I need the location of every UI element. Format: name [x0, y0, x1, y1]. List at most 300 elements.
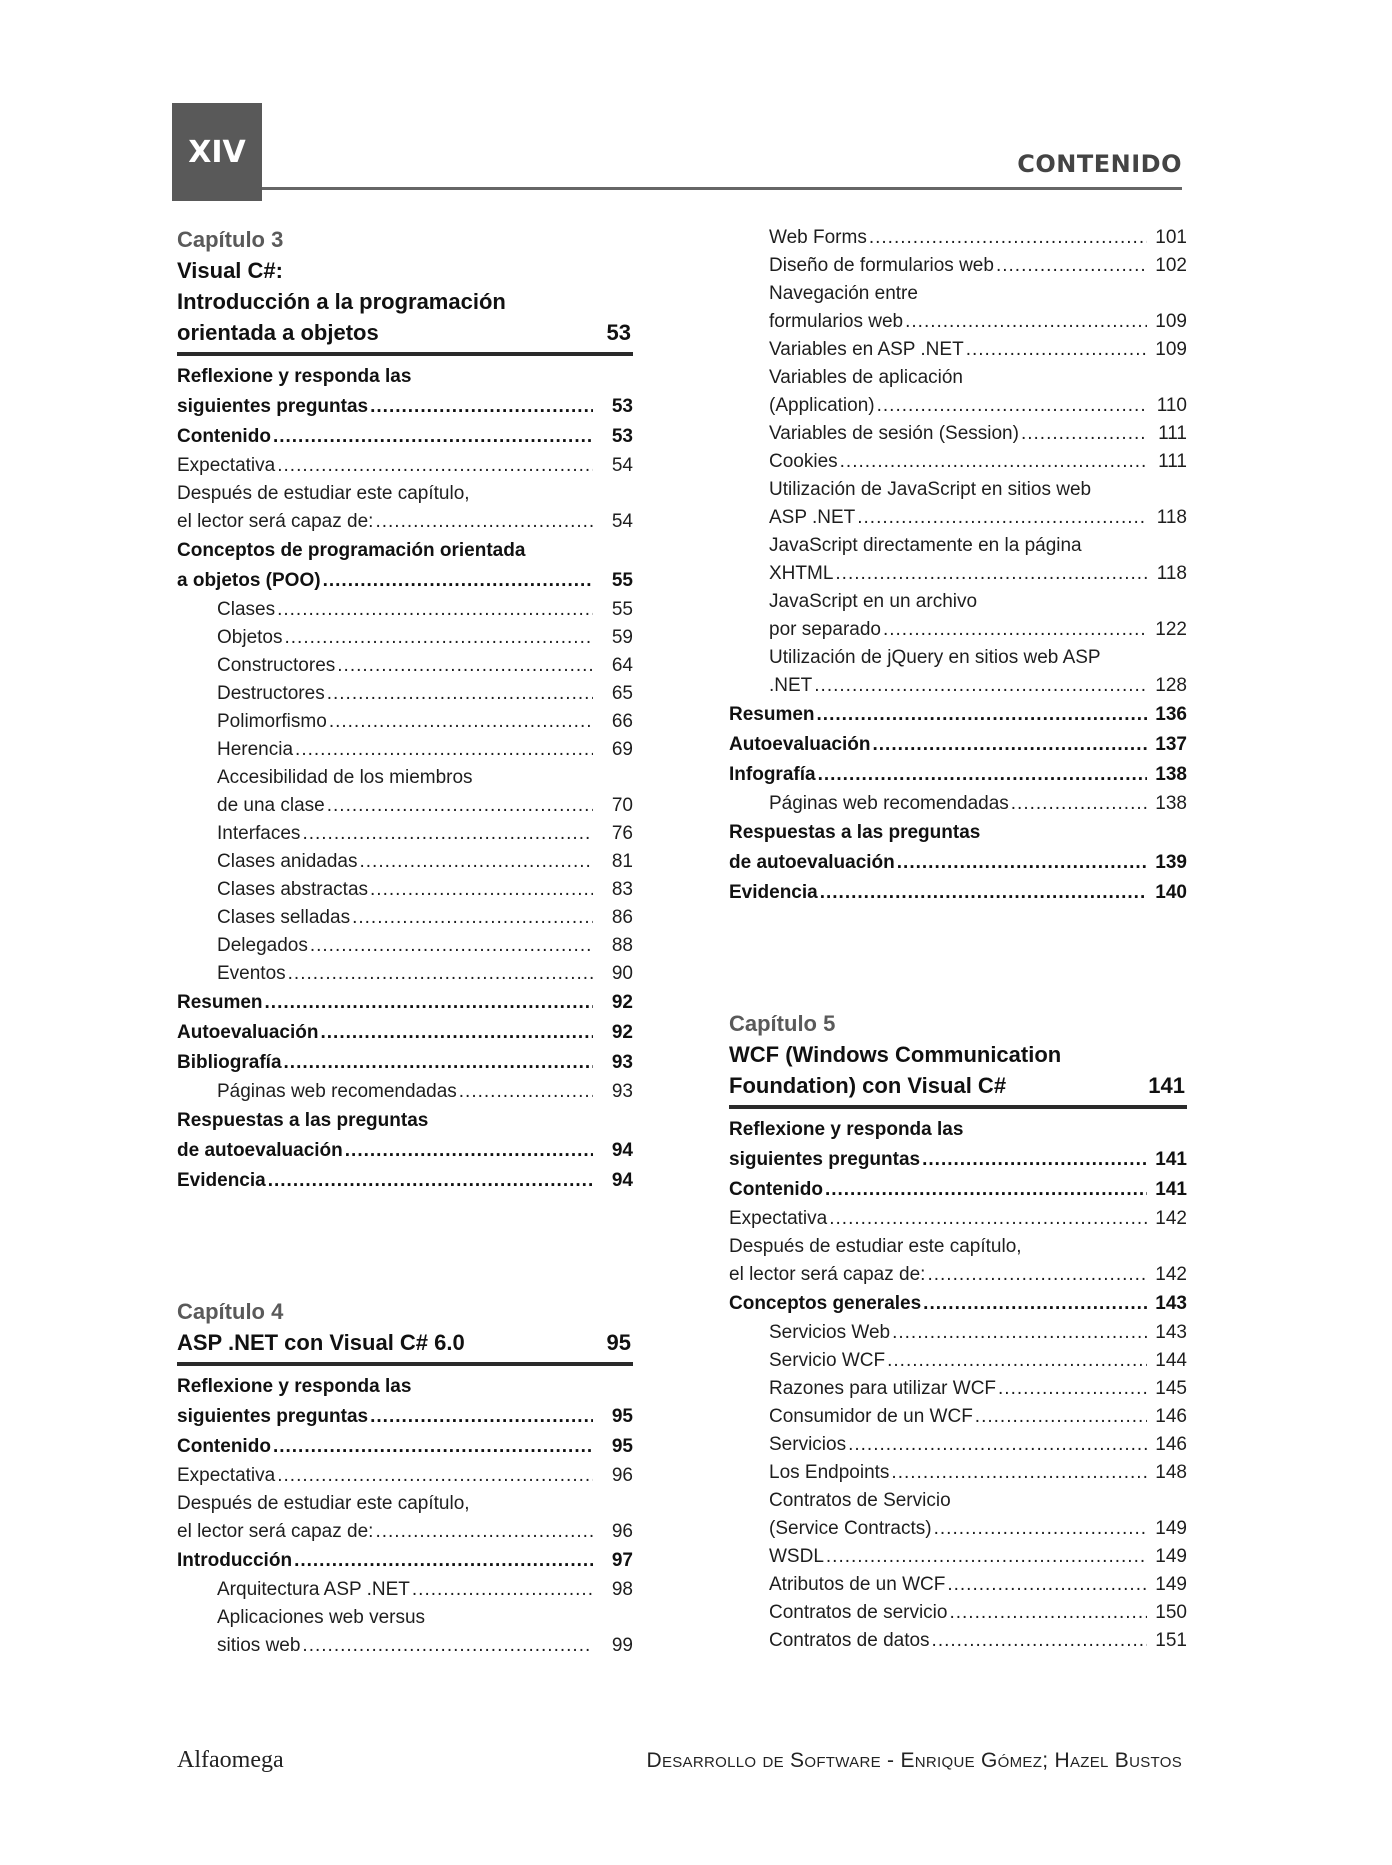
toc-entry-text: sitios web	[217, 1635, 301, 1656]
leader-dots	[273, 422, 593, 452]
toc-entry-page: 109	[1155, 339, 1187, 360]
toc-entry-page: 93	[611, 1052, 633, 1073]
toc-entry-text: de una clase	[217, 795, 325, 816]
toc-entry-row	[769, 560, 1187, 588]
toc-entry	[177, 736, 633, 764]
toc-entry-page: 150	[1155, 1602, 1187, 1623]
toc-entry	[729, 878, 1187, 908]
leader-dots	[329, 708, 593, 736]
leader-dots	[268, 1166, 593, 1196]
leader-dots	[923, 1289, 1147, 1319]
toc-entry-row	[769, 1627, 1187, 1655]
toc-entry	[729, 1175, 1187, 1205]
toc-entry-text: Servicios Web	[769, 1322, 891, 1343]
toc-entry-text: el lector será capaz de:	[729, 1264, 926, 1285]
toc-entry-page: 128	[1155, 675, 1187, 696]
leader-dots	[825, 1175, 1147, 1205]
leader-dots	[998, 1375, 1147, 1403]
toc-entry-text: Objetos	[217, 627, 283, 648]
toc-entry	[729, 1375, 1187, 1403]
leader-dots	[337, 652, 593, 680]
chapter-title	[729, 1039, 1187, 1101]
toc-entry	[729, 1543, 1187, 1571]
chapter-page: 95	[606, 1330, 631, 1355]
toc-entry-text: Polimorfismo	[217, 711, 327, 732]
toc-entry-text: Contratos de datos	[769, 1630, 930, 1651]
toc-entry-row	[217, 652, 633, 680]
toc-entry	[177, 1546, 633, 1576]
toc-entry-text: Autoevaluación	[729, 734, 871, 755]
leader-dots	[284, 624, 593, 652]
toc-entry-row	[729, 760, 1187, 790]
toc-entry-text: Cookies	[769, 451, 838, 472]
toc-entry-line: Después de estudiar este capítulo,	[729, 1236, 1022, 1257]
leader-dots	[375, 508, 593, 536]
toc-entry-text: Herencia	[217, 739, 294, 760]
toc-entry	[177, 480, 633, 536]
toc-entry-line: Accesibilidad de los miembros	[217, 767, 473, 788]
toc-entry	[729, 644, 1187, 700]
toc-entry	[729, 1347, 1187, 1375]
toc-entry-row	[729, 730, 1187, 760]
toc-entry	[729, 1571, 1187, 1599]
toc-entry-page: 83	[611, 879, 633, 900]
toc-entry-page: 55	[611, 570, 633, 591]
toc-entry	[177, 1166, 633, 1196]
toc-entry-page: 110	[1156, 395, 1187, 416]
leader-dots	[302, 820, 593, 848]
toc-entry-page: 94	[611, 1170, 633, 1191]
toc-entry-page: 109	[1155, 311, 1187, 332]
chapter-title-line: orientada a objetos	[177, 320, 379, 345]
toc-entry-page: 138	[1155, 764, 1187, 785]
leader-dots	[302, 1632, 593, 1660]
toc-entry-line: Aplicaciones web versus	[217, 1607, 426, 1628]
leader-dots	[459, 1078, 593, 1106]
page-number-tab	[172, 103, 262, 201]
toc-entry-page: 96	[611, 1465, 633, 1486]
toc-entry	[729, 1319, 1187, 1347]
leader-dots	[932, 1627, 1147, 1655]
header-rule	[262, 187, 1182, 190]
toc-entry	[729, 730, 1187, 760]
toc-entry-row	[769, 308, 1187, 336]
toc-entry	[177, 1462, 633, 1490]
toc-entry	[729, 588, 1187, 644]
toc-entry-row	[217, 1078, 633, 1106]
toc-entry-row	[217, 680, 633, 708]
leader-dots	[375, 1518, 593, 1546]
toc-entry-text: (Application)	[769, 395, 875, 416]
leader-dots	[370, 876, 593, 904]
toc-entry-row	[769, 790, 1187, 818]
leader-dots	[1021, 420, 1147, 448]
toc-entry-page: 141	[1155, 1149, 1187, 1170]
toc-entry-page: 70	[611, 795, 633, 816]
toc-entry-text: WSDL	[769, 1546, 824, 1567]
toc-entry-row	[769, 1599, 1187, 1627]
toc-entry-page: 118	[1156, 507, 1187, 528]
toc-entry-page: 98	[611, 1579, 633, 1600]
leader-dots	[905, 308, 1147, 336]
toc-entry-page: 101	[1155, 227, 1187, 248]
toc-entry-row	[217, 1632, 633, 1660]
toc-entry-page: 95	[611, 1436, 633, 1457]
leader-dots	[869, 224, 1147, 252]
toc-entry-page: 141	[1155, 1179, 1187, 1200]
toc-entry-page: 92	[611, 992, 633, 1013]
toc-entry	[729, 1233, 1187, 1289]
toc-entry-text: Clases abstractas	[217, 879, 369, 900]
toc-entry	[729, 448, 1187, 476]
toc-entry-page: 139	[1155, 852, 1187, 873]
chapter-title	[177, 255, 633, 348]
toc-entry-text: Diseño de formularios web	[769, 255, 994, 276]
toc-entry-line: Conceptos de programación orientada	[177, 540, 526, 561]
continued-entries	[729, 224, 1187, 908]
leader-dots	[370, 392, 593, 422]
toc-entry-text: Razones para utilizar WCF	[769, 1378, 997, 1399]
section-title: CONTENIDO	[1017, 150, 1182, 178]
leader-dots	[820, 878, 1147, 908]
toc-entry-page: 99	[611, 1635, 633, 1656]
leader-dots	[814, 672, 1147, 700]
toc-entry-text: Eventos	[217, 963, 286, 984]
toc-entry-row	[769, 224, 1187, 252]
toc-entry	[729, 790, 1187, 818]
toc-entry	[177, 1078, 633, 1106]
toc-entry-page: 53	[611, 396, 633, 417]
toc-entry	[729, 1205, 1187, 1233]
toc-entry-row	[769, 1543, 1187, 1571]
toc-entry-page: 53	[611, 426, 633, 447]
toc-entry-page: 143	[1155, 1322, 1187, 1343]
toc-entry-text: Expectativa	[729, 1208, 828, 1229]
toc-entry-row	[217, 848, 633, 876]
toc-entry	[177, 904, 633, 932]
toc-entry	[177, 1604, 633, 1660]
leader-dots	[927, 1261, 1147, 1289]
toc-entry-text: Resumen	[729, 704, 815, 725]
toc-entry	[729, 1459, 1187, 1487]
footer-publisher: Alfaomega	[177, 1747, 284, 1773]
toc-entry-row	[177, 1546, 633, 1576]
toc-entry	[177, 960, 633, 988]
toc-entry-row	[177, 422, 633, 452]
toc-entry-line: Variables de aplicación	[769, 367, 963, 388]
toc-entry-text: Bibliografía	[177, 1052, 282, 1073]
toc-entry	[729, 252, 1187, 280]
toc-entry-row	[769, 420, 1187, 448]
toc-entry-row	[769, 1403, 1187, 1431]
toc-entry-text: de autoevaluación	[177, 1140, 343, 1161]
toc-entry	[177, 988, 633, 1018]
toc-entry	[729, 280, 1187, 336]
toc-entry-row	[177, 988, 633, 1018]
toc-entry-page: 136	[1155, 704, 1187, 725]
toc-entry	[177, 536, 633, 596]
chapter-block	[177, 1296, 633, 1660]
leader-dots	[922, 1145, 1147, 1175]
toc-entry-line: JavaScript directamente en la página	[769, 535, 1082, 556]
toc-entry	[729, 1599, 1187, 1627]
toc-entry-text: Contratos de servicio	[769, 1602, 948, 1623]
toc-entry-line: Utilización de jQuery en sitios web ASP	[769, 647, 1101, 668]
chapter-title-line: Foundation) con Visual C#	[729, 1073, 1007, 1098]
toc-entry-row	[769, 1347, 1187, 1375]
toc-entry-row	[769, 672, 1187, 700]
chapter-page: 141	[1148, 1073, 1185, 1098]
toc-entry-text: Variables de sesión (Session)	[769, 423, 1019, 444]
leader-dots	[996, 252, 1147, 280]
toc-entry-row	[177, 1166, 633, 1196]
toc-entry	[177, 362, 633, 422]
toc-entry-line: Reflexione y responda las	[177, 1376, 412, 1397]
toc-entry-page: 149	[1155, 1518, 1187, 1539]
toc-entry-text: Los Endpoints	[769, 1462, 890, 1483]
toc-entry-row	[769, 1571, 1187, 1599]
chapter-title-line: WCF (Windows Communication	[729, 1042, 1062, 1067]
toc-entry-page: 138	[1155, 793, 1187, 814]
leader-dots	[887, 1347, 1147, 1375]
leader-dots	[934, 1515, 1147, 1543]
toc-entry-text: Servicios	[769, 1434, 847, 1455]
toc-entry-page: 102	[1155, 255, 1187, 276]
toc-entry-text: Expectativa	[177, 455, 276, 476]
toc-entry-row	[769, 252, 1187, 280]
toc-entry-page: 95	[611, 1406, 633, 1427]
leader-dots	[947, 1571, 1147, 1599]
toc-entry	[177, 1432, 633, 1462]
chapter-label: Capítulo 3	[177, 227, 284, 252]
toc-entry-row	[217, 960, 633, 988]
toc-entry-line: Después de estudiar este capítulo,	[177, 483, 470, 504]
toc-entry-row	[177, 1048, 633, 1078]
toc-entry-text: Evidencia	[177, 1170, 266, 1191]
toc-entry-text: Autoevaluación	[177, 1022, 319, 1043]
toc-entry-text: Delegados	[217, 935, 308, 956]
toc-entry-line: Después de estudiar este capítulo,	[177, 1493, 470, 1514]
toc-entry-page: 111	[1158, 423, 1187, 444]
leader-dots	[277, 452, 593, 480]
leader-dots	[949, 1599, 1147, 1627]
toc-entry	[177, 452, 633, 480]
toc-entry-page: 137	[1155, 734, 1187, 755]
leader-dots	[265, 988, 593, 1018]
toc-entry-row	[217, 932, 633, 960]
leader-dots	[284, 1048, 593, 1078]
toc-entry-line: Utilización de JavaScript en sitios web	[769, 479, 1092, 500]
toc-entry-page: 65	[611, 683, 633, 704]
chapter-title-line: Visual C#:	[177, 258, 283, 283]
toc-entry-text: Destructores	[217, 683, 325, 704]
toc-entry-page: 146	[1155, 1406, 1187, 1427]
leader-dots	[323, 566, 593, 596]
toc-entry-page: 122	[1155, 619, 1187, 640]
toc-entry-row	[177, 1518, 633, 1546]
leader-dots	[320, 1018, 593, 1048]
toc-entry-page: 69	[611, 739, 633, 760]
toc-entry-text: ASP .NET	[769, 507, 856, 528]
toc-entry	[729, 1403, 1187, 1431]
toc-entry-row	[769, 1319, 1187, 1347]
toc-entry-text: formularios web	[769, 311, 904, 332]
toc-entry-text: siguientes preguntas	[177, 396, 369, 417]
toc-entry-row	[177, 1018, 633, 1048]
toc-entry	[729, 532, 1187, 588]
leader-dots	[1011, 790, 1147, 818]
leader-dots	[277, 596, 593, 624]
toc-entry-row	[177, 392, 633, 422]
toc-entry-text: a objetos (POO)	[177, 570, 321, 591]
toc-entry	[177, 624, 633, 652]
toc-entry-row	[769, 448, 1187, 476]
toc-entry-line: Respuestas a las preguntas	[177, 1110, 429, 1131]
chapter-title	[177, 1327, 633, 1358]
toc-entry-text: Conceptos generales	[729, 1293, 922, 1314]
toc-entry-line: Reflexione y responda las	[177, 366, 412, 387]
toc-entry-page: 146	[1155, 1434, 1187, 1455]
toc-entry	[729, 336, 1187, 364]
toc-entry-line: JavaScript en un archivo	[769, 591, 978, 612]
toc-entry-page: 145	[1155, 1378, 1187, 1399]
toc-entry	[729, 420, 1187, 448]
toc-entry-page: 54	[611, 511, 633, 532]
chapter-label: Capítulo 5	[729, 1011, 836, 1036]
toc-entry-page: 64	[611, 655, 633, 676]
toc-entry	[177, 848, 633, 876]
toc-entry	[177, 1490, 633, 1546]
toc-entry-row	[729, 1289, 1187, 1319]
toc-entry-text: el lector será capaz de:	[177, 1521, 374, 1542]
toc-entry-page: 142	[1155, 1264, 1187, 1285]
toc-entry-text: .NET	[769, 675, 813, 696]
toc-entry	[177, 652, 633, 680]
toc-entry-text: Introducción	[177, 1550, 293, 1571]
toc-entry-row	[177, 508, 633, 536]
toc-entry	[177, 708, 633, 736]
leader-dots	[892, 1319, 1147, 1347]
leader-dots	[829, 1205, 1147, 1233]
toc-entry-row	[217, 624, 633, 652]
leader-dots	[883, 616, 1147, 644]
toc-entry-text: Variables en ASP .NET	[769, 339, 964, 360]
toc-entry-row	[769, 1459, 1187, 1487]
leader-dots	[840, 448, 1147, 476]
toc-entry-page: 92	[611, 1022, 633, 1043]
toc-entry-page: 66	[611, 711, 633, 732]
toc-entry-text: Web Forms	[769, 227, 867, 248]
toc-entry-row	[729, 1175, 1187, 1205]
chapter-page: 53	[606, 320, 631, 345]
toc-entry-page: 86	[611, 907, 633, 928]
leader-dots	[370, 1402, 593, 1432]
toc-entry	[177, 1372, 633, 1432]
toc-entry-row	[217, 708, 633, 736]
leader-dots	[310, 932, 593, 960]
toc-entry-row	[769, 616, 1187, 644]
toc-entry-page: 55	[611, 599, 633, 620]
toc-entry	[177, 422, 633, 452]
leader-dots	[359, 848, 593, 876]
toc-entry-row	[217, 904, 633, 932]
toc-entry-text: siguientes preguntas	[729, 1149, 921, 1170]
toc-entry-text: Páginas web recomendadas	[217, 1081, 457, 1102]
toc-entry-text: Clases selladas	[217, 907, 351, 928]
toc-entry	[177, 1106, 633, 1166]
toc-entry-text: Clases	[217, 599, 276, 620]
toc-entry	[729, 224, 1187, 252]
toc-entry-text: XHTML	[769, 563, 834, 584]
leader-dots	[877, 392, 1147, 420]
toc-entry-row	[769, 392, 1187, 420]
toc-entry-page: 94	[611, 1140, 633, 1161]
toc-entry-page: 144	[1155, 1350, 1187, 1371]
toc-entry-text: Atributos de un WCF	[769, 1574, 946, 1595]
chapter-title-block	[729, 1039, 1187, 1109]
toc-entry-row	[729, 848, 1187, 878]
toc-entry	[729, 1115, 1187, 1175]
toc-entry-row	[769, 1431, 1187, 1459]
toc-entry	[729, 1627, 1187, 1655]
toc-entry-row	[769, 1515, 1187, 1543]
toc-entry	[729, 1289, 1187, 1319]
leader-dots	[295, 736, 593, 764]
toc-entry-page: 111	[1158, 451, 1187, 472]
toc-entry-text: Constructores	[217, 655, 336, 676]
chapter-block	[729, 1008, 1187, 1655]
toc-entry-page: 88	[611, 935, 633, 956]
toc-entry-page: 96	[611, 1521, 633, 1542]
toc-entry-text: siguientes preguntas	[177, 1406, 369, 1427]
page-number: XIV	[188, 134, 246, 170]
toc-entry-page: 93	[611, 1081, 633, 1102]
toc-entry	[729, 1431, 1187, 1459]
toc-entry-page: 59	[611, 627, 633, 648]
toc-entry-text: Contenido	[729, 1179, 823, 1200]
toc-entry-row	[177, 1432, 633, 1462]
toc-entry-row	[177, 452, 633, 480]
toc-entry	[177, 876, 633, 904]
leader-dots	[857, 504, 1147, 532]
leader-dots	[818, 760, 1147, 790]
toc-entry-text: Resumen	[177, 992, 263, 1013]
toc-entry	[729, 700, 1187, 730]
toc-entry-text: de autoevaluación	[729, 852, 895, 873]
chapter-block	[177, 224, 633, 1196]
toc-entry-row	[177, 1462, 633, 1490]
toc-entry-text: Servicio WCF	[769, 1350, 886, 1371]
toc-entry	[729, 1487, 1187, 1543]
toc-entry-page: 149	[1155, 1546, 1187, 1567]
leader-dots	[848, 1431, 1147, 1459]
toc-entry-page: 142	[1155, 1208, 1187, 1229]
toc-right-column	[729, 224, 1187, 1675]
toc-entry-row	[729, 700, 1187, 730]
toc-entry-text: Evidencia	[729, 882, 818, 903]
toc-entry-text: Expectativa	[177, 1465, 276, 1486]
toc-entry	[177, 680, 633, 708]
toc-entry	[729, 364, 1187, 420]
toc-entry-page: 97	[611, 1550, 633, 1571]
toc-entry-page: 118	[1156, 563, 1187, 584]
leader-dots	[817, 700, 1147, 730]
footer-book-title: Desarrollo de Software - Enrique Gómez; Hazel Bustos	[646, 1749, 1182, 1772]
toc-left-column	[177, 224, 633, 1680]
leader-dots	[897, 848, 1147, 878]
toc-entry-row	[177, 566, 633, 596]
toc-entry-row	[769, 336, 1187, 364]
